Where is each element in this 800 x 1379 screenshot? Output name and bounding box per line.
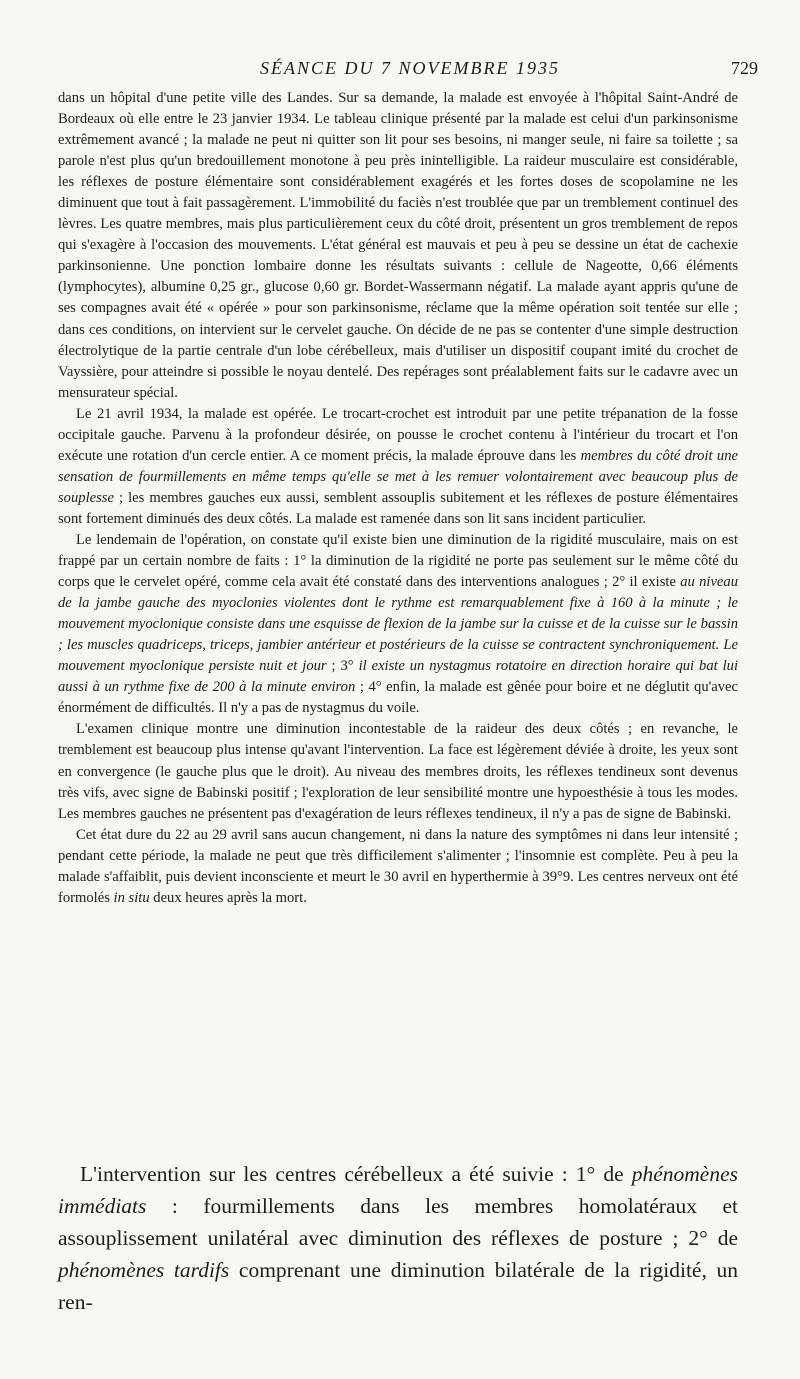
- paragraph-3: [58, 530, 738, 719]
- paragraph-2: [58, 404, 738, 530]
- paragraph-5: [58, 825, 738, 909]
- paragraph-3-text-a: Le lendemain de l'opération, on constate qu'il existe bien une diminution de la rigidité musculaire, mais on est frappé par un certain nombre de faits : 1° la diminution de la rigidité ne porte pas seulement sur le même côté du corps que le cervelet opéré, comme cela avait été constaté dans des interventions analogues ; 2° il existe: [58, 531, 738, 591]
- paragraph-3-text-b: ; 3°: [326, 658, 359, 675]
- discussion-text-b: : fourmillements dans les membres homolatéraux et assouplissement unilatéral avec diminution des réflexes de posture ; 2° de: [58, 1194, 738, 1250]
- paragraph-3-italic-1: au niveau de la jambe gauche des myoclonies violentes dont le rythme est remarquablement fixe à 160 à la minute ; le mouvement myoclonique consiste dans une esquisse de flexion de la jambe sur la cuisse et de la cuisse sur le bassin ; les muscles quadriceps, triceps, jambier antérieur et postérieurs de la cuisse se contractent synchroniquement. Le mouvement myoclonique persiste nuit et jour: [58, 574, 738, 675]
- discussion-italic-2: phénomènes tardifs: [58, 1258, 230, 1282]
- discussion-italic-1: phénomènes immédiats: [58, 1162, 738, 1218]
- running-title: SÉANCE DU 7 NOVEMBRE 1935: [260, 58, 560, 78]
- paragraph-5-text-a: Cet état dure du 22 au 29 avril sans aucun changement, ni dans la nature des symptômes ni dans leur intensité ; pendant cette période, la malade ne peut que très difficilement s'alimenter ; l'insomnie est complète. Peu à peu la malade s'affaiblit, puis devient inconsciente et meurt le 30 avril en hyperthermie à 39°9. Les centres nerveux ont été formolés: [58, 826, 738, 906]
- discussion-text-c: comprenant une diminution bilatérale de la rigidité, un ren-: [58, 1258, 738, 1314]
- paragraph-3-italic-2: il existe un nystagmus rotatoire en direction horaire qui bat lui aussi à un rythme fixe de 200 à la minute environ: [58, 658, 738, 696]
- running-header: [58, 58, 762, 82]
- paragraph-5-italic: in situ: [113, 889, 150, 906]
- paragraph-5-text-b: deux heures après la mort.: [149, 889, 307, 906]
- paragraph-2-italic: membres du côté droit une sensation de fourmillements en même temps qu'elle se met à les remuer volontairement avec beaucoup plus de souplesse: [58, 447, 738, 506]
- paragraph-1: dans un hôpital d'une petite ville des Landes. Sur sa demande, la malade est envoyée à l'hôpital Saint-André de Bordeaux où elle entre le 23 janvier 1934. Le tableau clinique présenté par la malade est celui d'un parkinsonisme extrêmement avancé ; la malade ne peut ni quitter son lit pour ses besoins, ni manger seule, ni faire sa toilette ; sa parole n'est plus qu'un bredouillement monotone à peu près inintelligible. La raideur musculaire est considérable, les réflexes de posture élémentaire sont considérablement exagérés et les fortes doses de scopolamine ne les diminuent que tout à fait passagèrement. L'immobilité du faciès n'est troublée que par un tremblement continuel des lèvres. Les quatre membres, mais plus particulièrement ceux du côté droit, présentent un gros tremblement de repos qui s'exagère à l'occasion des mouvements. L'état général est mauvais et peu à peu se dessine un état de cachexie parkinsonienne. Une ponction lombaire donne les résultats suivants : cellule de Nageotte, 0,66 éléments (lymphocytes), albumine 0,25 gr., glucose 0,60 gr. Bordet-Wassermann négatif. La malade ayant appris qu'une de ses compagnes avait été « opérée » pour son parkinsonisme, réclame que la même opération soit tentée sur elle ; dans ces conditions, on intervient sur le cervelet gauche. On décide de ne pas se contenter d'une simple destruction électrolytique de la partie centrale d'un lobe cérébelleux, mais d'utiliser un dispositif coupant imité du crochet de Vayssière, pour atteindre si possible le noyau dentelé. Des repérages sont préalablement faits sur le cadavre avec un mensurateur spécial.: [58, 90, 738, 401]
- paragraph-2-text-a: Le 21 avril 1934, la malade est opérée. Le trocart-crochet est introduit par une petite trépanation de la fosse occipitale gauche. Parvenu à la profondeur désirée, on pousse le crochet contenu à l'intérieur du trocart et l'on exécute une rotation d'un cercle entier. A ce moment précis, la malade éprouve dans les: [58, 405, 738, 464]
- discussion-paragraph: [58, 1158, 738, 1318]
- paragraph-3-text-c: ; 4° enfin, la malade est gênée pour boire et ne déglutit qu'avec énormément de difficultés. Il n'y a pas de nystagmus du voile.: [58, 679, 738, 717]
- paragraph-4: L'examen clinique montre une diminution incontestable de la raideur des deux côtés ; en revanche, le tremblement est beaucoup plus intense qu'avant l'intervention. La face est légèrement déviée à droite, les yeux sont en convergence (le gauche plus que le droit). Au niveau des membres droits, les réflexes tendineux sont devenus très vifs, avec signe de Babinski positif ; l'exploration de leur sensibilité montre une hypoesthésie à tous les modes. Les membres gauches ne présentent pas d'exagération de leurs réflexes tendineux, il n'y a pas de signe de Babinski.: [58, 721, 738, 822]
- case-report-body: [58, 88, 738, 909]
- page-number: 729: [731, 58, 758, 78]
- discussion-body: [58, 1158, 738, 1318]
- paragraph-2-text-b: ; les membres gauches eux aussi, semblent assouplis subitement et les réflexes de posture élémentaires sont fortement diminués des deux côtés. La malade est ramenée dans son lit sans incident particulier.: [58, 489, 738, 527]
- discussion-text-a: L'intervention sur les centres cérébelleux a été suivie : 1° de: [80, 1162, 632, 1186]
